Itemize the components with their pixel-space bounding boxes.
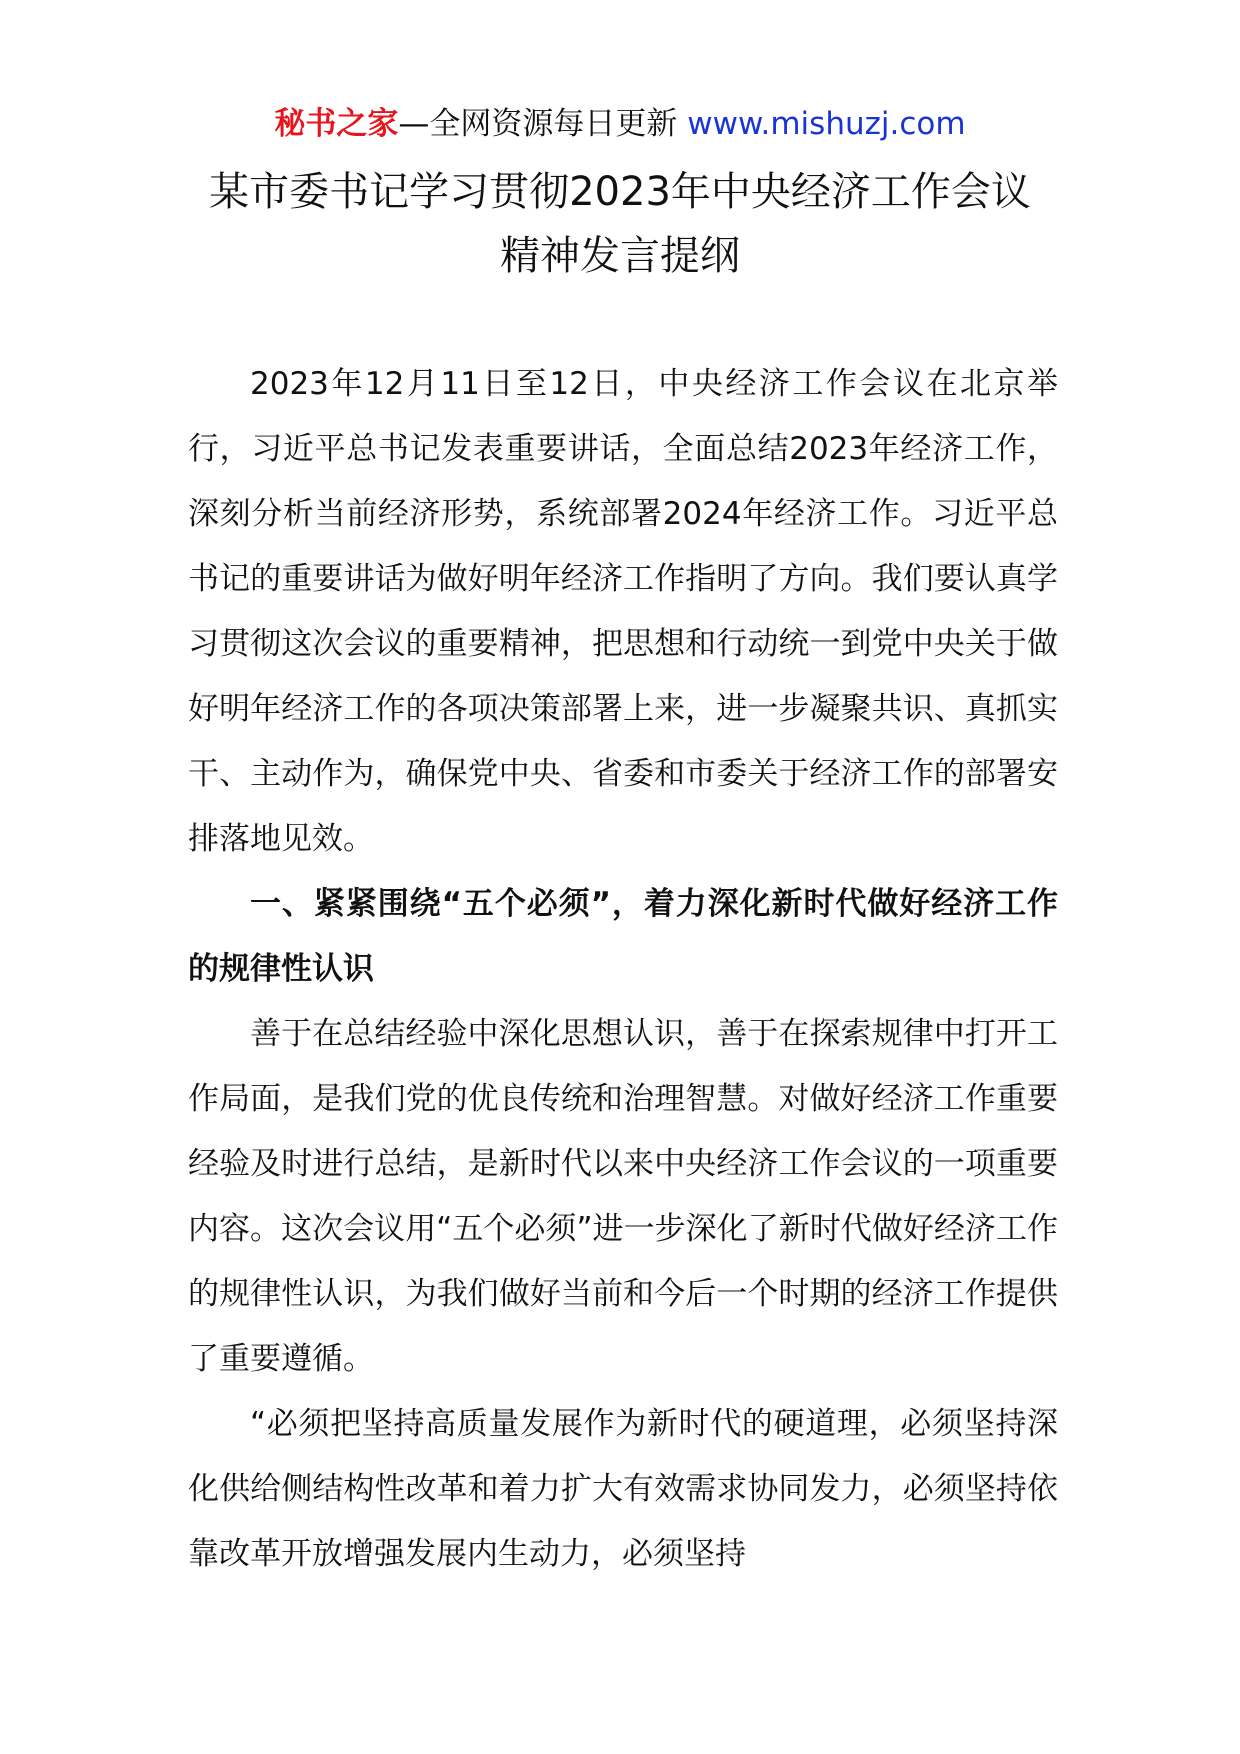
section-heading-1: 一、紧紧围绕“五个必须”，着力深化新时代做好经济工作的规律性认识 — [188, 886, 1058, 987]
banner-slogan: —全网资源每日更新 — [398, 106, 678, 142]
brand-name: 秘书之家 — [274, 106, 399, 142]
title-line-1: 某市委书记学习贯彻2023年中央经济工作会议 — [209, 169, 1031, 215]
document-title — [0, 160, 1240, 288]
paragraph-intro: 2023年12月11日至12日，中央经济工作会议在北京举行，习近平总书记发表重要讲话，全面总结2023年经济工作，深刻分析当前经济形势，系统部署2024年经济工作。习近平总书记的重要讲话为做好明年经济工作指明了方向。我们要认真学习贯彻这次会议的重要精神，把思想和行动统一到党中央关于做好明年经济工作的各项决策部署上来，进一步凝聚共识、真抓实干、主动作为，确保党中央、省委和市委关于经济工作的部署安排落地见效。 — [188, 366, 1058, 857]
paragraph-quote: “必须把坚持高质量发展作为新时代的硬道理，必须坚持深化供给侧结构性改革和着力扩大有效需求协同发力，必须坚持依靠改革开放增强发展内生动力，必须坚持 — [188, 1406, 1058, 1572]
site-banner — [0, 102, 1240, 146]
document-body — [188, 352, 1058, 1587]
site-link[interactable]: www.mishuzj.com — [687, 106, 966, 142]
paragraph-section-1: 善于在总结经验中深化思想认识，善于在探索规律中打开工作局面，是我们党的优良传统和治理智慧。对做好经济工作重要经验及时进行总结，是新时代以来中央经济工作会议的一项重要内容。这次会议用“五个必须”进一步深化了新时代做好经济工作的规律性认识，为我们做好当前和今后一个时期的经济工作提供了重要遵循。 — [188, 1016, 1058, 1377]
title-line-2: 精神发言提纲 — [500, 233, 740, 279]
